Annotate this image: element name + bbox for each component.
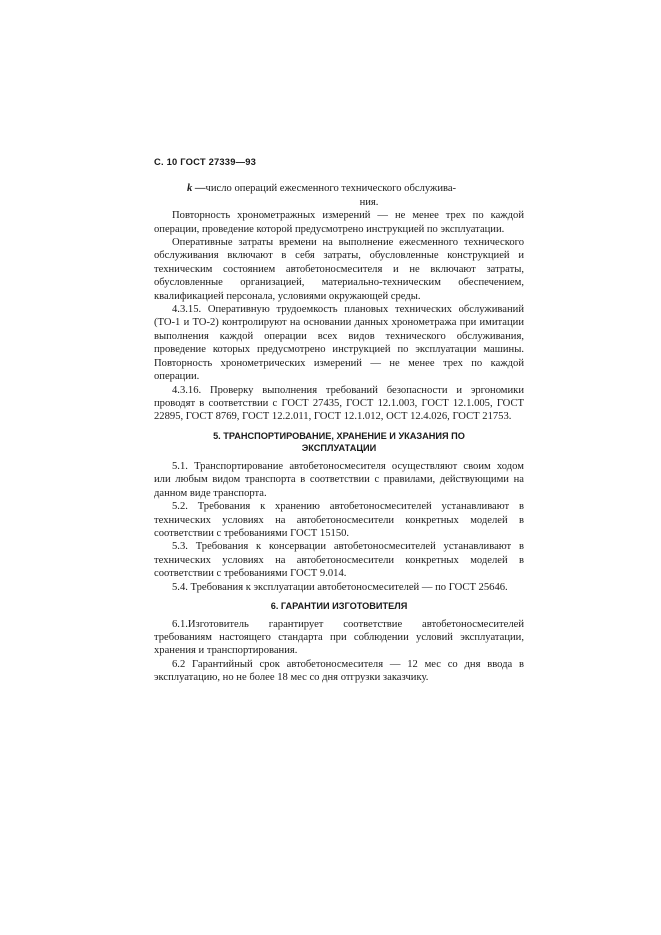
paragraph-4-3-16: 4.3.16. Проверку выполнения требований безопасности и эргономики проводят в соответствии с ГОСТ 27435, ГОСТ 12.1.003, ГОСТ 12.1.005, ГОСТ 22895, ГОСТ 8769, ГОСТ 12.2.011, ГОСТ 12.1.012, ОСТ 12.4.026, ГОСТ 21753. <box>154 384 524 423</box>
section-5-title: 5. ТРАНСПОРТИРОВАНИЕ, ХРАНЕНИЕ И УКАЗАНИЯ ПО ЭКСПЛУАТАЦИИ <box>213 430 465 454</box>
page-header: С. 10 ГОСТ 27339—93 <box>154 156 257 167</box>
paragraph-5-4: 5.4. Требования к эксплуатации автобетоносмесителей — по ГОСТ 25646. <box>172 581 508 593</box>
paragraph-5-1: 5.1. Транспортирование автобетоносмесителя осуществляют своим ходом или любым видом транспорта в соответствии с правилами, действующими на данном виде транспорта. <box>154 460 524 499</box>
paragraph-6-2: 6.2 Гарантийный срок автобетоносмесителя — 12 мес со дня ввода в эксплуатацию, но не более 18 мес со дня отгрузки заказчику. <box>154 658 524 684</box>
paragraph-6-1: 6.1.Изготовитель гарантирует соответствие автобетоносмесителей требованиям настоящего стандарта при соблюдении условий эксплуатации, хранения и транспортирования. <box>154 618 524 657</box>
page-content <box>154 155 524 685</box>
paragraph-4-3-15: 4.3.15. Оперативную трудоемкость плановых технических обслуживаний (ТО-1 и ТО-2) контролируют на основании данных хронометража при имитации выполнения каждой операции всех видов технического обслуживания, проведение которых предусмотрено инструкцией по эксплуатации машины. Повторность хронометрических измерений — не менее трех по каждой операции. <box>154 304 524 383</box>
variable-symbol: k — <box>187 183 206 195</box>
paragraph-operative-costs: Оперативные затраты времени на выполнение ежесменного технического обслуживания включают в себя затраты, обусловленные конструкцией и техническим состоянием автобетоносмесителя и не включают затраты, обусловленные организацией, материально-техническим обеспечением, квалификацией персонала, условиями окружающей среды. <box>154 237 524 302</box>
variable-description-continuation: ния. <box>359 196 379 208</box>
variable-description: число операций ежесменного технического обслужива- <box>205 183 457 195</box>
variable-definition <box>154 182 524 195</box>
paragraph-5-3: 5.3. Требования к консервации автобетоносмесителей устанавливают в технических условиях на автобетоносмесители конкретных моделей в соответствии с требованиями ГОСТ 9.014. <box>154 541 524 580</box>
paragraph-5-2: 5.2. Требования к хранению автобетоносмесителей устанавливают в технических условиях на автобетоносмесители конкретных моделей в соответствии с требованиями ГОСТ 15150. <box>154 501 524 539</box>
section-6-title: 6. ГАРАНТИИ ИЗГОТОВИТЕЛЯ <box>270 600 408 611</box>
paragraph-repeatability: Повторность хронометражных измерений — не менее трех по каждой операции, проведение которой предусмотрено инструкцией по эксплуатации. <box>154 210 524 235</box>
